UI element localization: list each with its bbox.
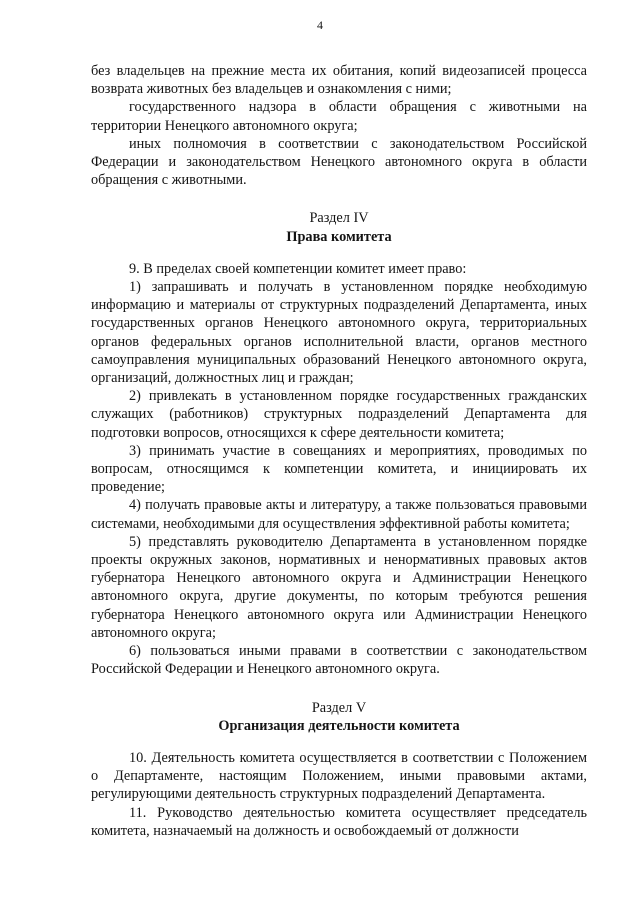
page-number: 4 bbox=[317, 18, 323, 32]
section-4-paragraph-7: 6) пользоваться иными правами в соответствии с законодательством Российской Федерации и Ненецкого автономного округа. bbox=[91, 643, 587, 678]
section-4-number: Раздел IV bbox=[309, 210, 369, 227]
section-5-number: Раздел V bbox=[311, 699, 367, 716]
section-5-title: Организация деятельности комитета bbox=[218, 717, 460, 734]
document-body bbox=[91, 62, 587, 840]
section-4-paragraph-2: 1) запрашивать и получать в установленном порядке необходимую информацию и материалы от структурных подразделений Департамента, иных государственных органов Ненецкого автономного округа, территориальных органов федеральных органов исполнительной власти, органов местного самоуправления муниципальных образований Ненецкого автономного округа, организаций, должностных лиц и граждан; bbox=[91, 279, 587, 387]
section-5-paragraph-2: 11. Руководство деятельностью комитета осуществляет председатель комитета, назначаемый на должность и освобождаемый от должности bbox=[91, 804, 587, 839]
section-4-paragraph-4: 3) принимать участие в совещаниях и мероприятиях, проводимых по вопросам, относящимся к компетенции комитета, и инициировать их проведение; bbox=[91, 442, 587, 496]
intro-paragraph-2: государственного надзора в области обращения с животными на территории Ненецкого автономного округа; bbox=[91, 99, 587, 134]
section-4-title: Права комитета bbox=[286, 228, 392, 245]
intro-paragraph-3: иных полномочия в соответствии с законодательством Российской Федерации и законодательством Ненецкого автономного округа в области обращения с животными. bbox=[91, 135, 587, 189]
section-4-paragraph-3: 2) привлекать в установленном порядке государственных гражданских служащих (работников) структурных подразделений Департамента для подготовки вопросов, относящихся к сфере деятельности комитета; bbox=[91, 388, 587, 441]
intro-paragraph-1: без владельцев на прежние места их обитания, копий видеозаписей процесса возврата животных без владельцев и ознакомления с ними; bbox=[91, 63, 587, 98]
section-4-paragraph-6: 5) представлять руководителю Департамента в установленном порядке проекты окружных законов, нормативных и ненормативных правовых актов губернатора Ненецкого автономного округа и Администрации Ненецкого автономного округа, другие документы, по которым требуются решения губернатора Ненецкого автономного округа или Администрации Ненецкого автономного округа; bbox=[91, 533, 587, 641]
section-4-paragraph-5: 4) получать правовые акты и литературу, а также пользоваться правовыми системами, необходимыми для осуществления эффективной работы комитета; bbox=[91, 497, 587, 532]
section-5-paragraph-1: 10. Деятельность комитета осуществляется в соответствии с Положением о Департаменте, настоящим Положением, иными правовыми актами, регулирующими деятельность структурных подразделений Департамента. bbox=[91, 749, 587, 803]
section-4-paragraph-1: 9. В пределах своей компетенции комитет имеет право: bbox=[129, 260, 467, 277]
